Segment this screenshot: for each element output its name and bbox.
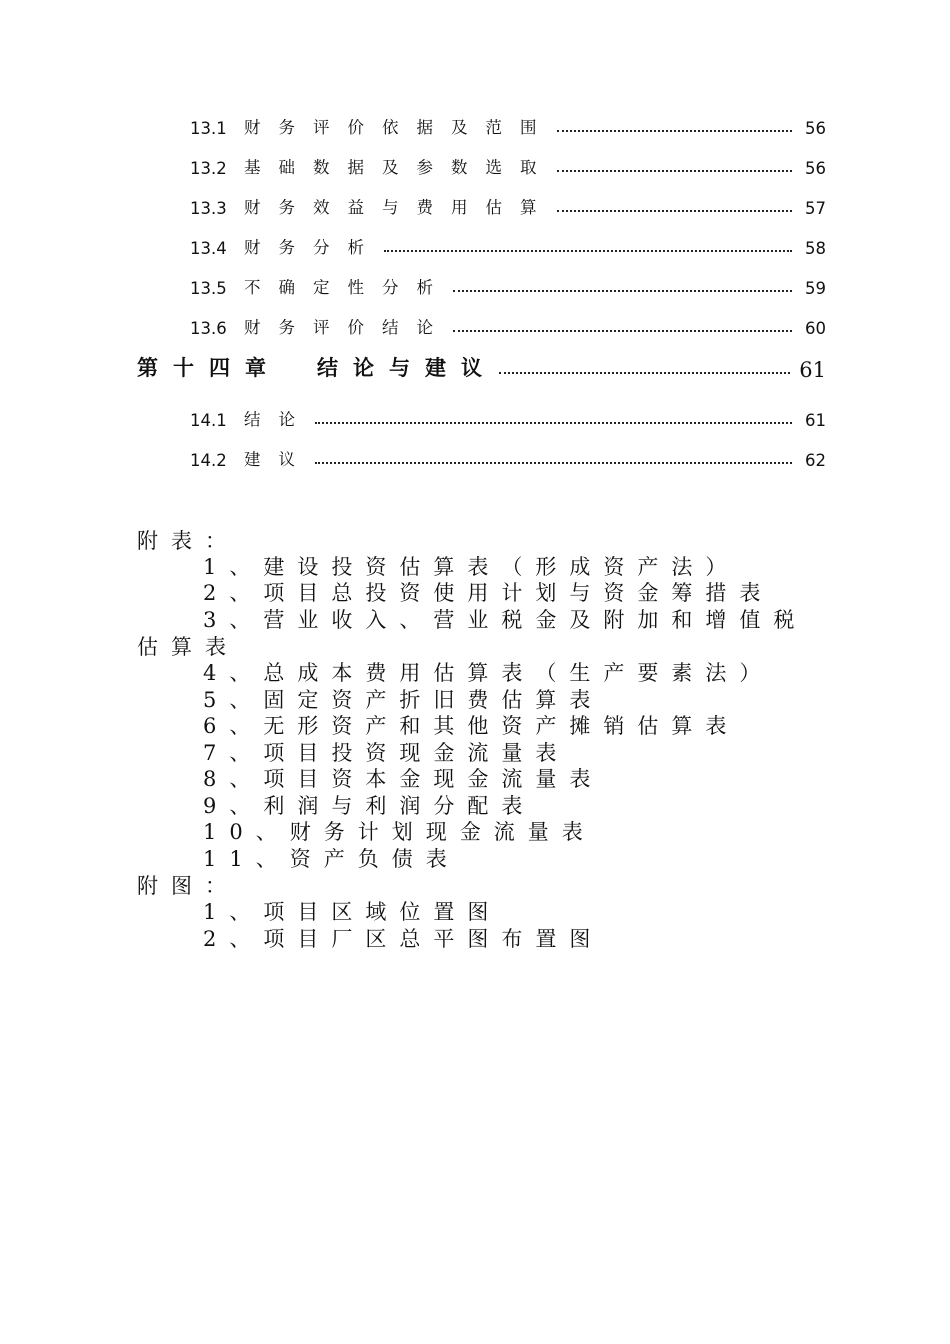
- toc-dot-leader: [557, 210, 793, 212]
- appendix-table-item: 9、利润与利润分配表: [203, 794, 536, 818]
- appendix-table-item: 7、项目投资现金流量表: [203, 741, 570, 765]
- appendix-table-item: 11、资产负债表: [203, 847, 460, 871]
- toc-entry-page: 62: [805, 451, 826, 470]
- toc-entry-page: 58: [805, 239, 826, 258]
- toc-entry-page: 59: [805, 279, 826, 298]
- toc-entry[interactable]: [190, 406, 826, 430]
- toc-entry[interactable]: [190, 234, 826, 258]
- toc-entry-page: 60: [805, 319, 826, 338]
- toc-entry-title: 财务评价依据及范围: [244, 118, 555, 137]
- toc-entry-page: 61: [805, 411, 826, 430]
- toc-entry[interactable]: [190, 446, 826, 470]
- toc-entry-number: 13.2: [190, 159, 227, 178]
- toc-entry-number: 13.3: [190, 199, 227, 218]
- appendix-table-item: 5、固定资产折旧费估算表: [203, 688, 604, 712]
- toc-entry-page: 56: [805, 159, 826, 178]
- appendix-table-item: 10、财务计划现金流量表: [203, 820, 596, 844]
- toc-dot-leader: [557, 130, 793, 132]
- appendix-table-item: 2、项目总投资使用计划与资金筹措表: [203, 581, 774, 605]
- toc-chapter-title: 结论与建议: [317, 355, 497, 380]
- toc-chapter-number: 第十四章: [137, 355, 281, 380]
- toc-entry-page: 57: [805, 199, 826, 218]
- toc-entry[interactable]: [190, 274, 826, 298]
- toc-dot-leader: [499, 372, 790, 374]
- toc-entry[interactable]: [190, 194, 826, 218]
- toc-dot-leader: [453, 290, 792, 292]
- toc-entry-number: 13.1: [190, 119, 227, 138]
- toc-entry-page: 56: [805, 119, 826, 138]
- toc-entry-title: 财务分析: [244, 238, 382, 257]
- toc-entry-title: 财务评价结论: [244, 318, 451, 337]
- toc-entry[interactable]: [190, 154, 826, 178]
- appendix-figure-item: 2、项目厂区总平图布置图: [203, 927, 604, 951]
- toc-entry-number: 13.6: [190, 319, 227, 338]
- appendix-tables-heading: 附表：: [137, 529, 239, 553]
- toc-dot-leader: [315, 462, 792, 464]
- toc-entry-number: 13.5: [190, 279, 227, 298]
- toc-entry-title: 基础数据及参数选取: [244, 158, 555, 177]
- toc-entry-title: 结论: [244, 410, 313, 429]
- toc-entry-number: 14.2: [190, 451, 227, 470]
- toc-entry-number: 13.4: [190, 239, 227, 258]
- toc-entry[interactable]: [190, 314, 826, 338]
- appendix-table-item: 3、营业收入、营业税金及附加和增值税: [203, 608, 808, 632]
- toc-dot-leader: [315, 422, 792, 424]
- appendix-table-item: 4、总成本费用估算表（生产要素法）: [203, 661, 774, 685]
- appendix-figure-item: 1、项目区域位置图: [203, 900, 502, 924]
- toc-dot-leader: [453, 330, 792, 332]
- appendix-table-item: 1、建设投资估算表（形成资产法）: [203, 555, 740, 579]
- toc-entry-title: 不确定性分析: [244, 278, 451, 297]
- toc-chapter-entry[interactable]: [137, 352, 826, 382]
- toc-entry-number: 14.1: [190, 411, 227, 430]
- appendix-table-item: 6、无形资产和其他资产摊销估算表: [203, 714, 740, 738]
- toc-dot-leader: [557, 170, 793, 172]
- toc-entry-title: 建议: [244, 450, 313, 469]
- toc-dot-leader: [384, 250, 792, 252]
- toc-entry-page: 61: [799, 358, 826, 382]
- appendix-table-item-continued: 估算表: [137, 635, 239, 659]
- toc-entry[interactable]: [190, 114, 826, 138]
- appendix-table-item: 8、项目资本金现金流量表: [203, 767, 604, 791]
- toc-entry-title: 财务效益与费用估算: [244, 198, 555, 217]
- appendix-figures-heading: 附图：: [137, 874, 239, 898]
